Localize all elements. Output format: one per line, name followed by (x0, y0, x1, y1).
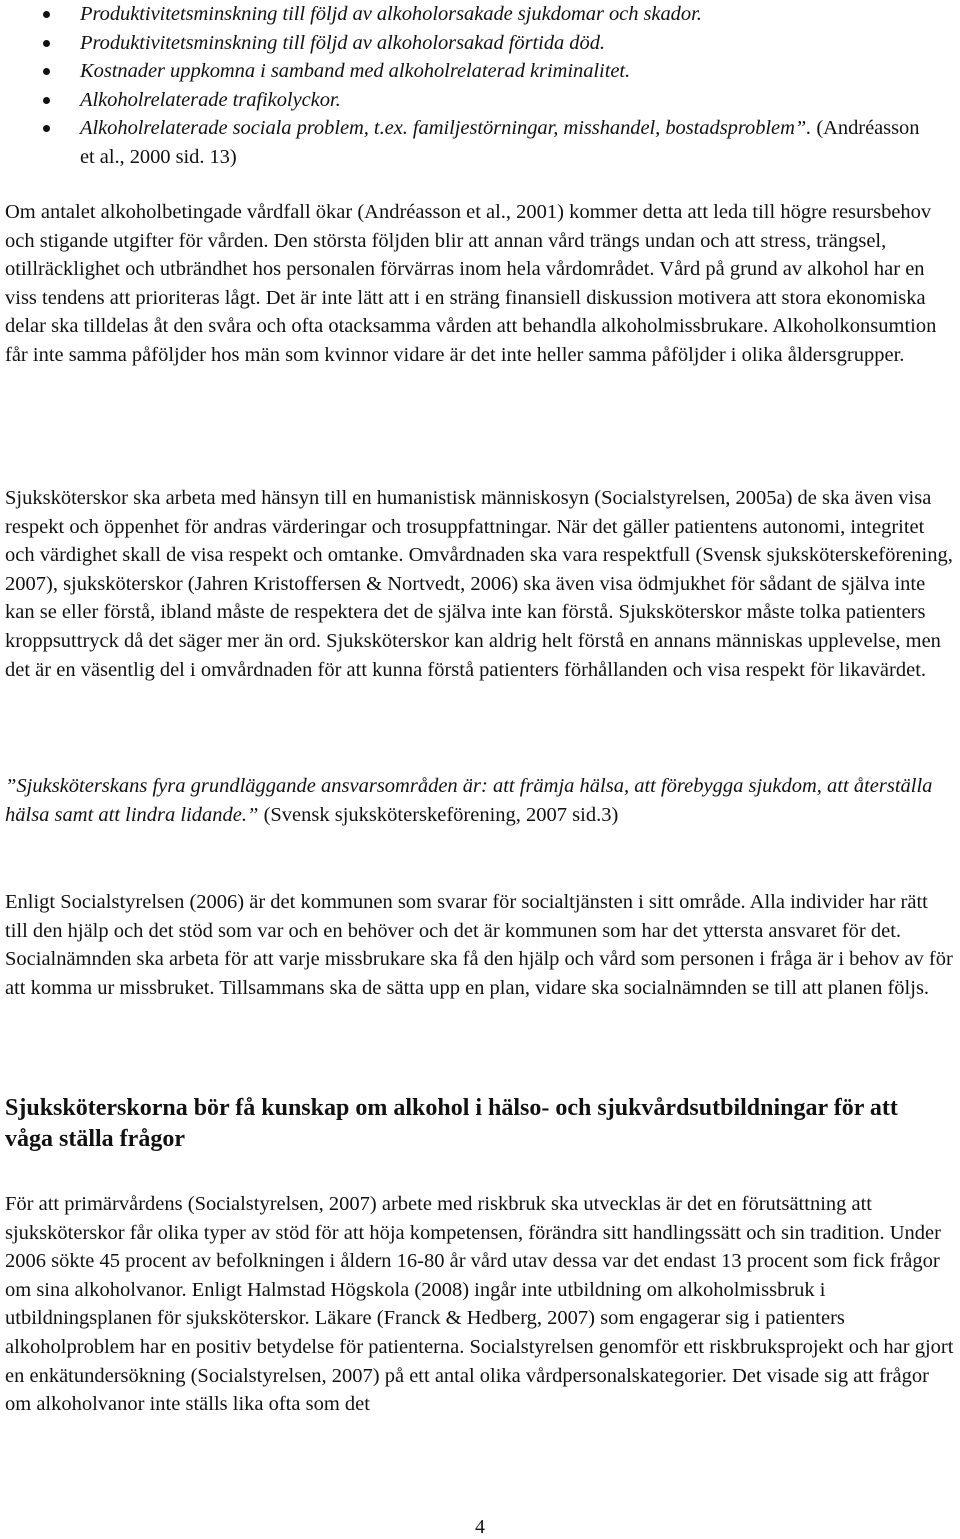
bullet-text: Alkoholrelaterade trafikolyckor. (80, 88, 341, 111)
bullet-text: Alkoholrelaterade sociala problem, t.ex. familjestörningar, misshandel, bostadsproblem”. (80, 117, 812, 140)
page-number: 4 (475, 1516, 485, 1538)
bullet-dot-icon (43, 11, 50, 18)
bullet-text: Produktivitetsminskning till följd av alkoholorsakad förtida död. (80, 31, 605, 54)
cost-bullet-list (43, 0, 923, 172)
section-heading: Sjuksköterskorna bör få kunskap om alkohol i hälso- och sjukvårdsutbildningar för att våga ställa frågor (5, 1095, 898, 1152)
bullet-dot-icon (43, 68, 50, 75)
bullet-citation: (Andréasson et al., 2000 sid. 13) (80, 117, 920, 168)
paragraph-nurse-humanism: Sjuksköterskor ska arbeta med hänsyn till en humanistisk människosyn (Socialstyrelsen, 2005a) de ska även visa respekt och öppenhet för andras värderingar och trosuppfattningar. När det gäller patientens autonomi, integritet och värdighet skall de visa respekt och omtanke. Omvårdnaden ska vara respektfull (Svensk sjuksköterskeförening, 2007), sjuksköterskor (Jahren Kristoffersen & Nortvedt, 2006) ska även visa ödmjukhet för sådant de själva inte kan se eller förstå, ibland måste de respektera det de själva inte kan förstå. Sjuksköterskor måste tolka patienters kroppsuttryck då det säger mer än ord. Sjuksköterskor kan aldrig helt förstå en annans människas upplevelse, men det är en väsentlig del i omvårdnaden för att kunna förstå patienters förhållanden och visa respekt för likavärdet. (5, 487, 953, 681)
paragraph-nurse-quote (5, 772, 955, 829)
bullet-dot-icon (43, 40, 50, 47)
bullet-item (43, 114, 923, 171)
bullet-item (43, 29, 923, 58)
bullet-item (43, 86, 923, 115)
bullet-text: Produktivitetsminskning till följd av alkoholorsakade sjukdomar och skador. (80, 3, 702, 25)
bullet-item (43, 0, 923, 29)
paragraph-social-services: Enligt Socialstyrelsen (2006) är det kommunen som svarar för socialtjänsten i sitt område. Alla individer har rätt till den hjälp och det stöd som var och en behöver och det är kommunen som har det yttersta ansvaret för det. Socialnämnden ska arbeta för att varje missbrukare ska få den hjälp och vård som personen i fråga är i behov av för att komma ur missbruket. Tillsammans ska de sätta upp en plan, vidare ska socialnämnden se till att planen följs. (5, 891, 953, 999)
paragraph-healthcare-costs: Om antalet alkoholbetingade vårdfall ökar (Andréasson et al., 2001) kommer detta att leda till högre resursbehov och stigande utgifter för vården. Den största följden blir att annan vård trängs undan och att stress, trängsel, otillräcklighet och utbrändhet hos personalen förvärras inom hela vårdområdet. Vård på grund av alkohol har en viss tendens att prioriteras lågt. Det är inte lätt att i en sträng finansiell diskussion motivera att stora ekonomiska delar ska tilldelas åt den svåra och ofta otacksamma vården att behandla alkoholmissbrukare. Alkoholkonsumtion får inte samma påföljder hos män som kvinnor vidare är det inte heller samma påföljder i olika åldersgrupper. (5, 201, 937, 366)
bullet-item (43, 57, 923, 86)
bullet-text: Kostnader uppkomna i samband med alkoholrelaterad kriminalitet. (80, 60, 631, 83)
quote-citation: (Svensk sjuksköterskeförening, 2007 sid.3) (258, 803, 619, 826)
quote-text: ”Sjuksköterskans fyra grundläggande ansvarsområden är: att främja hälsa, att förebygga sjukdom, att återställa hälsa samt att lindra lidande.” (5, 775, 933, 826)
paragraph-primary-care: För att primärvårdens (Socialstyrelsen, 2007) arbete med riskbruk ska utvecklas är det en förutsättning att sjuksköterskor får olika typer av stöd för att höja kompetensen, förändra sitt handlingssätt och sin tradition. Under 2006 sökte 45 procent av befolkningen i åldern 16-80 år vård utav dessa var det endast 13 procent som fick frågor om sina alkoholvanor. Enligt Halmstad Högskola (2008) ingår inte utbildning om alkoholmissbruk i utbildningsplanen för sjuksköterskor. Läkare (Franck & Hedberg, 2007) som engagerar sig i patienters alkoholproblem har en positiv betydelse för patienterna. Socialstyrelsen genomför ett riskbruksprojekt och har gjort en enkätundersökning (Socialstyrelsen, 2007) på ett antal olika vårdpersonalskategorier. Det visade sig att frågor om alkoholvanor inte ställs lika ofta som det (5, 1193, 954, 1416)
bullet-dot-icon (43, 97, 50, 104)
bullet-dot-icon (43, 125, 50, 132)
